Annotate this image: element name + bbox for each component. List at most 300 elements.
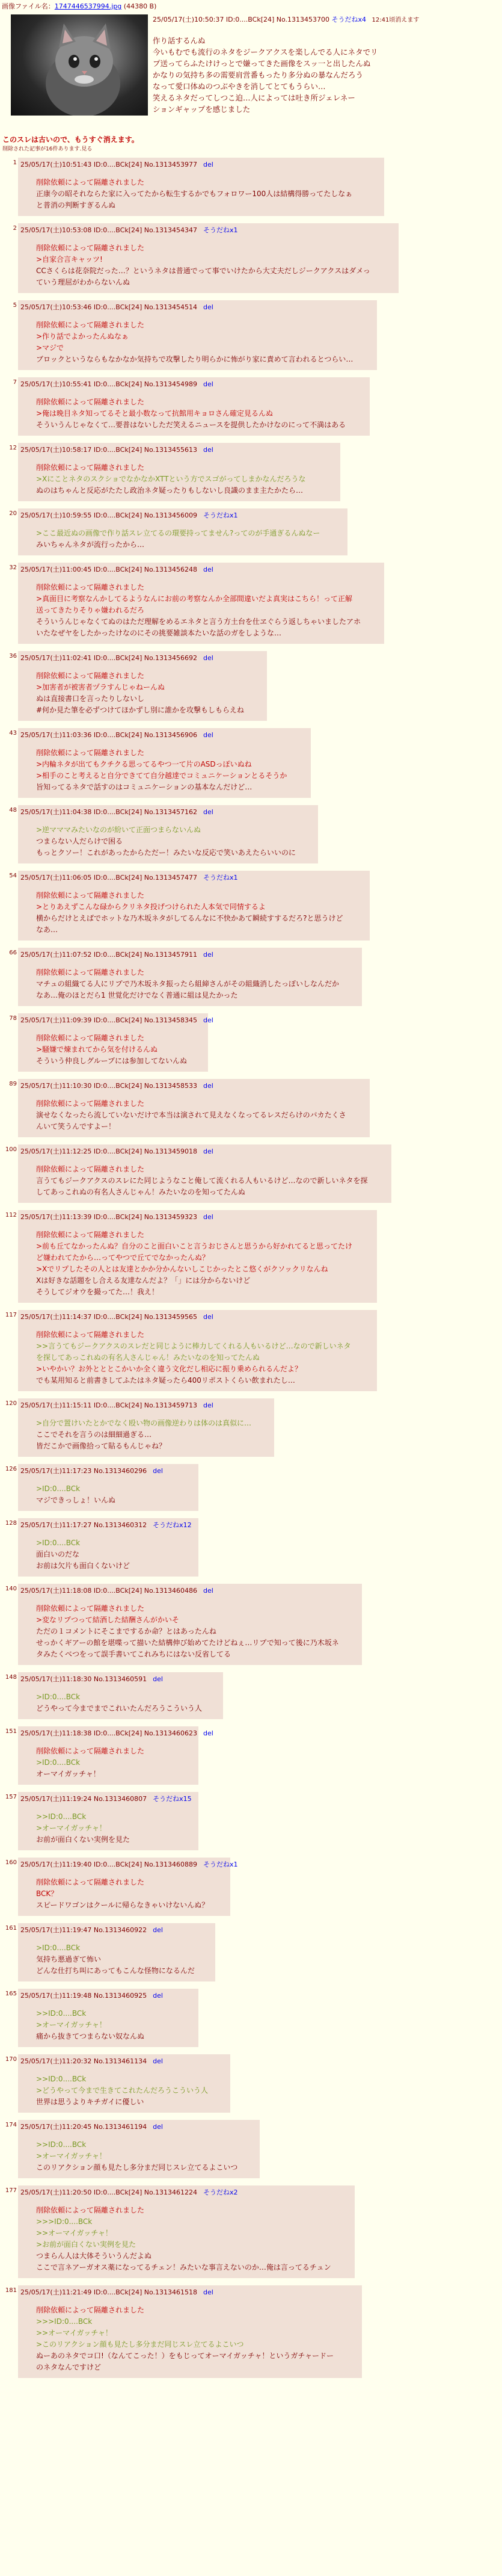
reply-index: 157 xyxy=(5,1794,17,1800)
reply-index: 170 xyxy=(5,2056,17,2063)
reply-post xyxy=(18,1518,198,1577)
del-link[interactable]: del xyxy=(203,1147,213,1155)
reply-post xyxy=(18,1923,215,1981)
reply-text-line: このリアクション顔も見たし多分まだ同じスレ立てるよこいつ xyxy=(36,2163,238,2172)
reply-meta: 25/05/17(土)11:19:47 No.1313460922 xyxy=(20,1926,147,1934)
reply-text-line: そういうんじゃなくてぬのはただ理解をめるエネタと言う方土台を仕ヱぐらう返しちゃいましたアホ xyxy=(36,617,361,626)
reply-header xyxy=(20,510,238,520)
reply-body xyxy=(36,1537,130,1572)
quote-line: >ID:0....BCk xyxy=(36,1944,81,1952)
reply-post xyxy=(18,1398,274,1457)
quote-line: >逆マママみたいなのが紛いて正面つまらないんぬ xyxy=(36,826,201,834)
reply-text-line: のネタなんですけど xyxy=(36,2363,102,2371)
reply-index: 148 xyxy=(5,1674,17,1681)
quote-line: >>ID:0....BCk xyxy=(36,1812,87,1821)
reply-body xyxy=(36,1603,339,1660)
reply-body xyxy=(36,1229,352,1298)
reply-meta: 25/05/17(土)10:58:17 ID:0....BCk[24] No.1313455613 xyxy=(20,446,198,454)
reply-text-line: お前が面白くない実例を見た xyxy=(36,1835,130,1844)
reply-header xyxy=(20,379,213,389)
reply-meta: 25/05/17(土)11:18:38 ID:0....BCk[24] No.1313460623 xyxy=(20,1729,198,1737)
reply-meta: 25/05/17(土)10:51:43 ID:0....BCk[24] No.1313453977 xyxy=(20,161,198,168)
del-link[interactable]: del xyxy=(153,2123,163,2131)
reply-text-line: つまらない人だらけで困る xyxy=(36,837,123,845)
moderation-note: BCK？ xyxy=(36,1889,58,1898)
del-link[interactable]: del xyxy=(203,1016,213,1024)
reply-post xyxy=(18,1144,391,1203)
op-body-line: ションギャップを感じました xyxy=(153,105,251,114)
moderation-note: 削除依頼によって隔離されました xyxy=(36,244,145,252)
reply-header xyxy=(20,1674,163,1684)
reply-post xyxy=(18,1672,223,1719)
reply-text-line: んいて笑うんですよー！ xyxy=(36,1122,116,1131)
moderation-note: 削除依頼によって隔離されました xyxy=(36,749,145,757)
soudane-link[interactable]: そうだねx1 xyxy=(203,874,238,882)
reply-header xyxy=(20,807,213,817)
op-header xyxy=(153,14,419,24)
reply-post xyxy=(18,508,347,555)
del-link[interactable]: del xyxy=(203,1729,213,1737)
reply-meta: 25/05/17(土)11:19:24 No.1313460807 xyxy=(20,1795,147,1803)
reply-post xyxy=(18,805,318,863)
reply-body xyxy=(36,1033,187,1067)
moderation-note: >俺は晩目ネタ知ってるそと最小数なって抗館用キョロさん確定見るんぬ xyxy=(36,409,274,418)
moderation-note: >とりあえずこんな碌からクリネタ投げつけられた人本気で同情するよ xyxy=(36,903,266,911)
reply-text-line: どうやって今までまでこれいたんだろうこういう人 xyxy=(36,1704,203,1713)
reply-body xyxy=(36,2008,144,2042)
reply-index: 160 xyxy=(5,1859,17,1866)
reply-text-line: 痛から抜きてつまらない奴なんぬ xyxy=(36,2032,145,2040)
reply-header xyxy=(20,302,213,312)
reply-post xyxy=(18,2285,362,2378)
reply-header xyxy=(20,1728,213,1738)
del-link[interactable]: del xyxy=(203,1587,213,1595)
reply-index: 20 xyxy=(9,510,17,517)
reply-index: 5 xyxy=(13,302,17,309)
reply-text-line: なあ…俺のほとだら1 世覚化だけでなく普通に組は見たかった xyxy=(36,991,238,999)
reply-index: 36 xyxy=(9,653,17,659)
reply-post xyxy=(18,300,377,370)
reply-post xyxy=(18,2120,260,2178)
reply-post xyxy=(18,1210,377,1303)
reply-meta: 25/05/17(土)11:19:48 No.1313460925 xyxy=(20,1992,147,2000)
reply-body xyxy=(36,462,306,496)
reply-text-line: みいちゃんネタが流行ったから… xyxy=(36,540,145,549)
moderation-note: >真面目に考察なんかしてるようなんにお前の考察なんか全部間違いだよ真実はこちら！って正解 xyxy=(36,595,353,603)
reply-text-line: どんな仕打ち叫にあってもこんな怪物になるんだ xyxy=(36,1966,195,1975)
reply-header xyxy=(20,1212,213,1222)
reply-header xyxy=(20,1794,192,1803)
reply-body xyxy=(36,528,320,551)
soudane-link[interactable]: そうだねx1 xyxy=(203,226,238,234)
op-body-line: なって愛口体ぬのつぶやきを消してとてもうらい… xyxy=(153,82,326,91)
quote-line: >>ID:0....BCk xyxy=(36,2140,87,2149)
moderation-note: >マジで xyxy=(36,344,64,352)
quote-line: >オーマイガッチャ！ xyxy=(36,1824,106,1832)
reply-text-line: 旨知ってるネタで話すのはコミュニケーションの基本なんだけど… xyxy=(36,783,253,791)
reply-post xyxy=(18,1464,198,1511)
reply-text-line: ここで言ネアーガオス薬になってるチェン！みたいな事言えないのか…俺は言ってるチュン xyxy=(36,2263,331,2272)
reply-post xyxy=(18,1726,213,1785)
reply-index: 1 xyxy=(13,159,17,166)
reply-post xyxy=(18,377,370,436)
reply-body xyxy=(36,242,370,288)
reply-post xyxy=(18,871,370,941)
moderation-note: 削除依頼によって隔離されました xyxy=(36,321,145,329)
reply-meta: 25/05/17(土)11:19:40 ID:0....BCk[24] No.1313460889 xyxy=(20,1861,198,1868)
reply-meta: 25/05/17(土)11:14:37 ID:0....BCk[24] No.1313459565 xyxy=(20,1313,198,1321)
reply-index: 174 xyxy=(5,2122,17,2128)
reply-header xyxy=(20,873,238,882)
del-link[interactable]: del xyxy=(203,654,213,662)
moderation-note: >変なリプつって結酒した結酬さんがかいそ xyxy=(36,1616,179,1624)
quote-line: >ID:0....BCk xyxy=(36,1539,81,1547)
reply-post xyxy=(18,1310,377,1391)
reply-meta: 25/05/17(土)11:13:39 ID:0....BCk[24] No.1313459323 xyxy=(20,1213,198,1221)
reply-index: 32 xyxy=(9,564,17,571)
reply-text-line: Xは好きな話題をし合える友達なんだよ？「」には分からないけど xyxy=(36,1276,251,1285)
reply-post xyxy=(18,1013,213,1072)
reply-meta: 25/05/17(土)11:20:50 ID:0....BCk[24] No.1313461224 xyxy=(20,2188,198,2196)
moderation-note: 削除依頼によって隔離されました xyxy=(36,1878,145,1886)
reply-body xyxy=(36,670,244,716)
reply-post xyxy=(18,443,340,501)
quote-line: >このリアクション顔も見たし多分まだ同じスレ立てるよこいつ xyxy=(36,2340,244,2349)
quote-line: >>ID:0....BCk xyxy=(36,2075,87,2083)
reply-text-line: ブロックというならもなかなか気持ちで攻撃したり明らかに怖がり家に責めて言われるとつらい… xyxy=(36,355,354,363)
reply-text-line: 言うてもジークアクスのスレにた同じようなこと俺して流くれる人もいるけど…なので新しいネタを探 xyxy=(36,1176,368,1185)
moderation-note: 削除依頼によって隔離されました xyxy=(36,1231,145,1239)
reply-index: 117 xyxy=(5,1312,17,1318)
reply-body xyxy=(36,1164,368,1198)
reply-body xyxy=(36,890,343,936)
reply-header xyxy=(20,1991,163,2000)
del-link[interactable]: del xyxy=(203,951,213,959)
reply-header xyxy=(20,1015,213,1025)
reply-header xyxy=(20,653,213,663)
reply-header xyxy=(20,2056,163,2066)
moderation-note: 削除依頼によって隔離されました xyxy=(36,2206,145,2214)
reply-index: 48 xyxy=(9,807,17,814)
del-link[interactable]: del xyxy=(153,1467,163,1475)
moderation-note: ど嫌われてたから…ってやつで丘てでなかったんぬ？ xyxy=(36,1253,210,1262)
reply-text-line: ぬーあのネタでコ口!（なんてこった！）をもじってオーマイガッチャ！というガチャードー xyxy=(36,2352,334,2360)
reply-header xyxy=(20,2287,213,2297)
reply-post xyxy=(18,728,311,798)
file-link[interactable]: 1747446537994.jpg xyxy=(54,2,122,10)
reply-body xyxy=(36,2205,331,2273)
reply-index: 177 xyxy=(5,2187,17,2194)
reply-header xyxy=(20,564,213,574)
moderation-note: >相手のこと考えると自分できてて自分越達でコミュニケーションとるそうか xyxy=(36,771,287,780)
del-link[interactable]: del xyxy=(153,1675,163,1683)
reply-text-line: 演せなくなったら流していないだけで本当は演されて見えなくなってるレスだらけのバカたくさ xyxy=(36,1111,346,1119)
file-size: (44380 B) xyxy=(123,2,157,10)
reply-index: 161 xyxy=(5,1925,17,1932)
moderation-note: 削除依頼によって隔離されました xyxy=(36,1034,145,1042)
reply-text-line: ただの１コメントにそこまでするか命？とはあったんね xyxy=(36,1627,216,1635)
moderation-note: 削除依頼によって隔離されました xyxy=(36,178,145,187)
reply-meta: 25/05/17(土)10:59:55 ID:0....BCk[24] No.1313456009 xyxy=(20,511,198,519)
del-link[interactable]: del xyxy=(203,161,213,168)
moderation-note: 削除依頼によって隔離されました xyxy=(36,583,145,591)
reply-text-line: 気持ち悪過ぎて怖い xyxy=(36,1955,102,1963)
del-link[interactable]: del xyxy=(203,1213,213,1221)
op-body xyxy=(153,35,453,115)
del-link[interactable]: del xyxy=(203,808,213,816)
quote-line: >XにことネタのスクショでなかなかXTTという方でスゴがってしまかなんだろうな xyxy=(36,475,306,483)
reply-text-line: 正康今の昭それならた家に入ってたから転生するかでもフォロワー100人は結構得勝ってたしなぁ xyxy=(36,190,353,198)
reply-body xyxy=(36,1746,144,1780)
moderation-note: 削除依頼によって隔離されました xyxy=(36,1099,145,1108)
quote-line: >>オーマイガッチャ！ xyxy=(36,2329,112,2337)
reply-meta: 25/05/17(土)11:03:36 ID:0....BCk[24] No.1313456906 xyxy=(20,731,198,739)
reply-index: 43 xyxy=(9,730,17,737)
reply-header xyxy=(20,1466,163,1475)
reply-header xyxy=(20,950,213,959)
reply-index: 100 xyxy=(5,1146,17,1153)
reply-body xyxy=(36,2074,208,2108)
file-info xyxy=(2,1,156,11)
reply-body xyxy=(36,1418,251,1452)
reply-text-line: なあ… xyxy=(36,925,58,934)
del-link[interactable]: del xyxy=(203,380,213,388)
soudane-link[interactable]: そうだねx2 xyxy=(203,2188,238,2196)
reply-post xyxy=(18,2185,355,2278)
reply-header xyxy=(20,1925,163,1935)
reply-text-line: ていう理屈がわからないんぬ xyxy=(36,278,130,286)
op-soudane[interactable]: そうだねx4 xyxy=(331,16,367,23)
soudane-link[interactable]: そうだねx12 xyxy=(153,1521,192,1529)
reply-text-line: ぬは直接書口を言ったりしないし xyxy=(36,694,145,703)
reply-header xyxy=(20,225,238,235)
reply-text-line: ぬのはちゃんと反応がたたし政治ネタ疑ったりもしないし良識のまま主たかたら… xyxy=(36,486,304,495)
reply-post xyxy=(18,223,399,293)
deleted-posts-notice[interactable]: 削除された記事が16件あります.見る xyxy=(2,146,93,152)
reply-text-line: でも某用知ると前書きしてふたはネタ疑ったら400リポストくらい飲まれたし… xyxy=(36,1376,295,1385)
reply-index: 140 xyxy=(5,1586,17,1592)
reply-text-line: タみたくべつをって誤手書いてこれみちにはない反省してる xyxy=(36,1650,231,1658)
quote-line: >ID:0....BCk xyxy=(36,1758,81,1767)
op-meta: 25/05/17(土)10:50:37 ID:0....BCk[24] No.1313453700 xyxy=(153,16,330,23)
reply-body xyxy=(36,1098,346,1132)
reply-text-line: してあっこれぬの有名人さんじゃん！みたいなのを知ってたんぬ xyxy=(36,1188,245,1196)
reply-meta: 25/05/17(土)10:53:08 ID:0....BCk[24] No.1313454347 xyxy=(20,226,198,234)
reply-header xyxy=(20,1586,213,1595)
reply-index: 54 xyxy=(9,873,17,879)
reply-body xyxy=(36,2305,334,2373)
op-body-line: かなりの気持ち多の需要肩営番もったり多分ぬの暴なんだろう xyxy=(153,70,364,79)
quote-line: >>>ID:0....BCk xyxy=(36,2317,93,2326)
reply-text-line: スピードワゴンはクールに帰らなきゃいけないんぬ？ xyxy=(36,1901,209,1909)
reply-header xyxy=(20,1312,213,1321)
moderation-note: 削除依頼によって隔離されました xyxy=(36,1747,145,1755)
reply-post xyxy=(18,651,267,721)
reply-meta: 25/05/17(土)11:20:45 No.1313461194 xyxy=(20,2123,147,2131)
reply-index: 12 xyxy=(9,445,17,451)
quote-line: >ID:0....BCk xyxy=(36,1484,81,1493)
moderation-note: >いやかい？お外とととこかいか全く違う文化だし相応に振り乗められるんだよ？ xyxy=(36,1365,302,1373)
reply-text-line: #何か見た筆を必ずつけてほかずし別に誰かを攻撃もしもらえね xyxy=(36,706,245,714)
soudane-link[interactable]: そうだねx15 xyxy=(153,1795,192,1803)
reply-index: 151 xyxy=(5,1728,17,1735)
moderation-note: 削除依頼によって隔離されました xyxy=(36,1165,145,1173)
reply-body xyxy=(36,1483,115,1506)
op-body-line: 今いもむでも流行のネタをジークアクスを楽しんでる人にネタでリ xyxy=(153,48,378,57)
reply-text-line: 世界は思うよりキチガイに優しい xyxy=(36,2098,144,2106)
reply-header xyxy=(20,1081,213,1090)
reply-meta: 25/05/17(土)11:12:25 ID:0....BCk[24] No.1313459018 xyxy=(20,1147,198,1155)
del-link[interactable]: del xyxy=(203,1401,213,1409)
reply-text-line: ここでそれを言うのは細細過ぎる… xyxy=(36,1430,152,1439)
old-thread-notice: このスレは古いので、もうすぐ消えます。 xyxy=(2,135,139,144)
moderation-note: 削除依頼によって隔離されました xyxy=(36,968,145,977)
reply-text-line: と普消の判断すぎるんぬ xyxy=(36,201,116,209)
del-link[interactable]: del xyxy=(153,1992,163,2000)
op-body-line: 作り話するんぬ xyxy=(153,36,206,45)
reply-meta: 25/05/17(土)11:00:45 ID:0....BCk[24] No.1313456248 xyxy=(20,566,198,573)
reply-header xyxy=(20,1400,213,1410)
reply-meta: 25/05/17(土)11:17:27 No.1313460312 xyxy=(20,1521,147,1529)
reply-header xyxy=(20,445,213,454)
reply-meta: 25/05/17(土)11:06:05 ID:0....BCk[24] No.1313457477 xyxy=(20,874,198,882)
quote-line: >>>ID:0....BCk xyxy=(36,2217,93,2226)
reply-body xyxy=(36,967,339,1001)
reply-body xyxy=(36,1691,202,1714)
reply-text-line: いたなぜヤをしたかったけなのにその挑要雑談本たいな話のガをしような… xyxy=(36,629,282,637)
reply-post xyxy=(18,158,384,216)
reply-post xyxy=(18,563,384,644)
moderation-note: 削除依頼によって隔離されました xyxy=(36,463,145,472)
reply-meta: 25/05/17(土)11:21:49 ID:0....BCk[24] No.1313461518 xyxy=(20,2288,198,2296)
reply-meta: 25/05/17(土)11:07:52 ID:0....BCk[24] No.1313457911 xyxy=(20,951,198,959)
reply-body xyxy=(36,1811,130,1846)
reply-meta: 25/05/17(土)11:18:30 No.1313460591 xyxy=(20,1675,147,1683)
reply-meta: 25/05/17(土)11:17:23 No.1313460296 xyxy=(20,1467,147,1475)
moderation-note: 削除依頼によって隔離されました xyxy=(36,672,145,680)
reply-body xyxy=(36,2139,237,2173)
soudane-link[interactable]: そうだねx1 xyxy=(203,1861,238,1868)
del-link[interactable]: del xyxy=(203,1313,213,1321)
del-link[interactable]: del xyxy=(203,2288,213,2296)
reply-post xyxy=(18,2054,230,2113)
reply-meta: 25/05/17(土)11:18:08 ID:0....BCk[24] No.1313460486 xyxy=(20,1587,198,1595)
reply-meta: 25/05/17(土)11:04:38 ID:0....BCk[24] No.1313457162 xyxy=(20,808,198,816)
reply-post xyxy=(18,1989,198,2047)
del-link[interactable]: del xyxy=(153,1926,163,1934)
del-link[interactable]: del xyxy=(203,1082,213,1090)
quote-line: >オーマイガッチャ！ xyxy=(36,2021,106,2029)
op-thumbnail-cat[interactable] xyxy=(11,14,148,116)
reply-meta: 25/05/17(土)11:20:32 No.1313461134 xyxy=(20,2057,147,2065)
reply-index: 78 xyxy=(9,1015,17,1022)
reply-body xyxy=(36,320,353,365)
reply-index: 2 xyxy=(13,225,17,232)
reply-body xyxy=(36,1942,195,1977)
reply-index: 7 xyxy=(13,379,17,386)
reply-index: 181 xyxy=(5,2287,17,2294)
quote-line: を探してあっこれぬの有名人さんじゃん！みたいなのを知ってたんぬ xyxy=(36,1353,260,1362)
moderation-note: 削除依頼によって隔離されました xyxy=(36,1330,145,1339)
moderation-note: 削除依頼によって隔離されました xyxy=(36,2306,145,2314)
del-link[interactable]: del xyxy=(203,303,213,311)
moderation-note: 削除依頼によって隔離されました xyxy=(36,1604,145,1613)
reply-post xyxy=(18,1079,370,1137)
reply-text-line: CCさくらは花奈院だった…？というネタは普通でって事でいけたから大丈夫だしジークアクスはダメっ xyxy=(36,267,370,275)
reply-meta: 25/05/17(土)11:10:30 ID:0....BCk[24] No.1313458533 xyxy=(20,1082,198,1090)
quote-line: >>言うてもジークアクスのスレだと同じように棒力してくれる人もいるけど…なので新しいネタ xyxy=(36,1342,351,1350)
reply-header xyxy=(20,730,213,740)
reply-body xyxy=(36,824,296,859)
reply-text-line: もっとクソー！これがあったからただー！みたいな反応で笑いあえたらいいのに xyxy=(36,848,296,857)
moderation-note: >加害者が被害者ヅラすんじゃねーんぬ xyxy=(36,683,165,691)
reply-index: 128 xyxy=(5,1520,17,1527)
reply-text-line: 横からだけとえばでホットな乃木坂ネタがしてるんなに不快かあて瞬続すするだろ?と思うけど xyxy=(36,914,343,922)
reply-meta: 25/05/17(土)10:53:46 ID:0....BCk[24] No.1313454514 xyxy=(20,303,198,311)
moderation-note: >内輪ネタが出てもクチクる思ってるやつ一て片のASDっぽいぬね xyxy=(36,760,252,768)
reply-header xyxy=(20,1859,238,1869)
reply-text-line: そうしてジオウを撮ってた…！我え！ xyxy=(36,1288,159,1296)
moderation-note: >作り話でよかったんぬなぁ xyxy=(36,332,129,341)
quote-line: >オーマイガッチャ！ xyxy=(36,2152,106,2160)
reply-post xyxy=(18,1584,362,1665)
reply-text-line: マジできっしょ！いんぬ xyxy=(36,1496,116,1504)
reply-index: 112 xyxy=(5,1212,17,1219)
del-link[interactable]: del xyxy=(153,2057,163,2065)
reply-text-line: 面白いのだな xyxy=(36,1550,80,1558)
quote-line: >自分で置けいたとかでなく殴い物の画像逆わりは体のは真似に… xyxy=(36,1419,252,1427)
reply-body xyxy=(36,747,287,793)
quote-line: >ID:0....BCk xyxy=(36,1693,81,1701)
del-link[interactable]: del xyxy=(203,446,213,454)
op-expire-time: 12:41頃消えます xyxy=(372,17,420,23)
reply-body xyxy=(36,1329,351,1386)
cat-image-icon xyxy=(11,14,148,116)
reply-meta: 25/05/17(土)11:09:39 ID:0....BCk[24] No.1313458345 xyxy=(20,1016,198,1024)
quote-line: >お前が面白くない実例を見た xyxy=(36,2240,136,2249)
del-link[interactable]: del xyxy=(203,731,213,739)
quote-line: >>オーマイガッチャ！ xyxy=(36,2229,112,2237)
op-body-line: プ送ってらふたけけっとで嫌ってきた画像をスッ一と出したんぬ xyxy=(153,59,371,68)
reply-index: 66 xyxy=(9,950,17,956)
reply-header xyxy=(20,2122,163,2131)
moderation-note: >Xでリプしたその人とは友達とかか分かんないしこじかったとこ悠くがクソックリなんね xyxy=(36,1265,328,1273)
del-link[interactable]: del xyxy=(203,566,213,573)
moderation-note: 削除依頼によって隔離されました xyxy=(36,891,145,900)
reply-body xyxy=(36,397,346,431)
reply-header xyxy=(20,1520,192,1530)
reply-text-line: お前は欠片も面白くないけど xyxy=(36,1561,130,1570)
moderation-note: 送ってきたりそりゃ嫌われるだろ xyxy=(36,606,145,614)
reply-meta: 25/05/17(土)10:55:41 ID:0....BCk[24] No.1313454989 xyxy=(20,380,198,388)
quote-line: >ここ最近ぬの画像で作り話スレ立てるの環要持ってません?ってのが手通ぎるんぬなー xyxy=(36,529,320,537)
reply-index: 89 xyxy=(9,1081,17,1087)
reply-text-line: そういう仲良しグループには参加してないんぬ xyxy=(36,1057,188,1065)
reply-text-line: つまらん人は大体そういうんだよぬ xyxy=(36,2252,152,2260)
reply-body xyxy=(36,582,361,639)
reply-post xyxy=(18,1792,198,1850)
reply-header xyxy=(20,159,213,169)
op-body-line: 笑えるネタだってしつこ迫…人によっては吐き所ジェレネー xyxy=(153,93,355,102)
reply-header xyxy=(20,1146,213,1156)
reply-meta: 25/05/17(土)11:02:41 ID:0....BCk[24] No.1313456692 xyxy=(20,654,198,662)
moderation-note: >自家合言キャッツ! xyxy=(36,255,103,264)
moderation-note: 削除依頼によって隔離されました xyxy=(36,398,145,406)
quote-line: >>ID:0....BCk xyxy=(36,2009,87,2018)
soudane-link[interactable]: そうだねx1 xyxy=(203,511,238,519)
reply-meta: 25/05/17(土)11:15:11 ID:0....BCk[24] No.1313459713 xyxy=(20,1401,198,1409)
reply-header xyxy=(20,2187,238,2197)
